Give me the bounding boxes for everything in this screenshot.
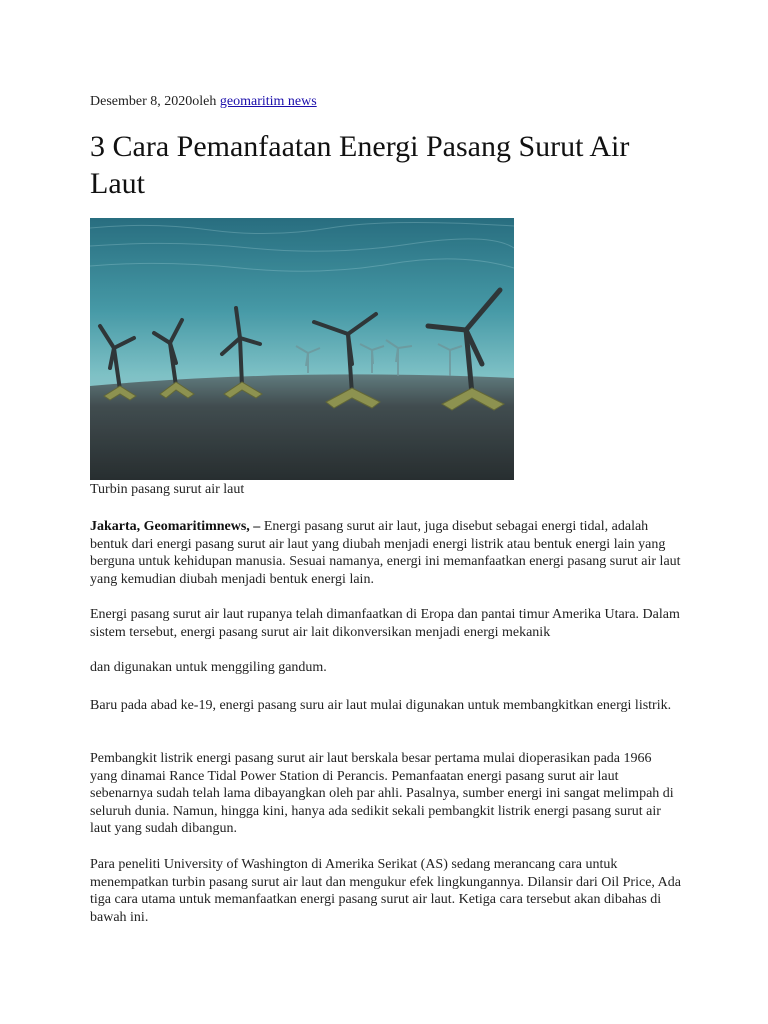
paragraph-3: dan digunakan untuk menggiling gandum. bbox=[90, 660, 327, 675]
image-caption: Turbin pasang surut air laut bbox=[90, 482, 245, 497]
paragraph-6: Para peneliti University of Washington di Amerika Serikat (AS) sedang merancang cara untuk menempatkan turbin pasang surut air laut dan mengukur efek lingkungannya. Dilansir dari Oil Price, Ada tiga cara utama untuk memanfaatkan energi pasang surut air laut. Ketiga cara tersebut akan dibahas di bawah ini. bbox=[90, 857, 681, 925]
paragraph-5: Pembangkit listrik energi pasang surut air laut berskala besar pertama mulai dioperasikan pada 1966 yang dinamai Rance Tidal Power Station di Perancis. Pemanfaatan energi pasang surut air laut sebenarnya sudah telah lama dibayangkan oleh par ahli. Pasalnya, sumber energi ini sangat melimpah di seluruh dunia. Namun, hingga kini, hanya ada sedikit sekali pembangkit listrik energi pasang surut air laut yang sudah dibangun. bbox=[90, 751, 674, 836]
page-title: 3 Cara Pemanfaatan Energi Pasang Surut Air Laut bbox=[90, 130, 630, 200]
post-date: Desember 8, 2020 bbox=[90, 94, 193, 109]
post-meta bbox=[90, 94, 317, 110]
paragraph-1 bbox=[90, 518, 682, 588]
paragraph-text: Energi pasang surut air laut, juga disebut sebagai energi tidal, adalah bentuk dari energi pasang surut air laut yang diubah menjadi energi listrik atau bentuk energi lain yang berguna untuk kehidupan manusia. Sesuai namanya, energi ini memanfaatkan energi pasang surut air laut yang kemudian diubah menjadi bentuk energi lain. bbox=[90, 519, 681, 587]
post-by: oleh bbox=[192, 94, 220, 109]
author-link[interactable]: geomaritim news bbox=[219, 94, 317, 109]
paragraph-lead: Jakarta, Geomaritimnews, – bbox=[90, 519, 261, 534]
paragraph-2: Energi pasang surut air laut rupanya telah dimanfaatkan di Eropa dan pantai timur Amerika Utara. Dalam sistem tersebut, energi pasang surut air lait dikonversikan menjadi energi mekanik bbox=[90, 607, 680, 640]
paragraph-4: Baru pada abad ke-19, energi pasang suru air laut mulai digunakan untuk membangkitkan energi listrik. bbox=[90, 698, 672, 713]
underwater-tidal-turbines-image bbox=[90, 218, 514, 480]
